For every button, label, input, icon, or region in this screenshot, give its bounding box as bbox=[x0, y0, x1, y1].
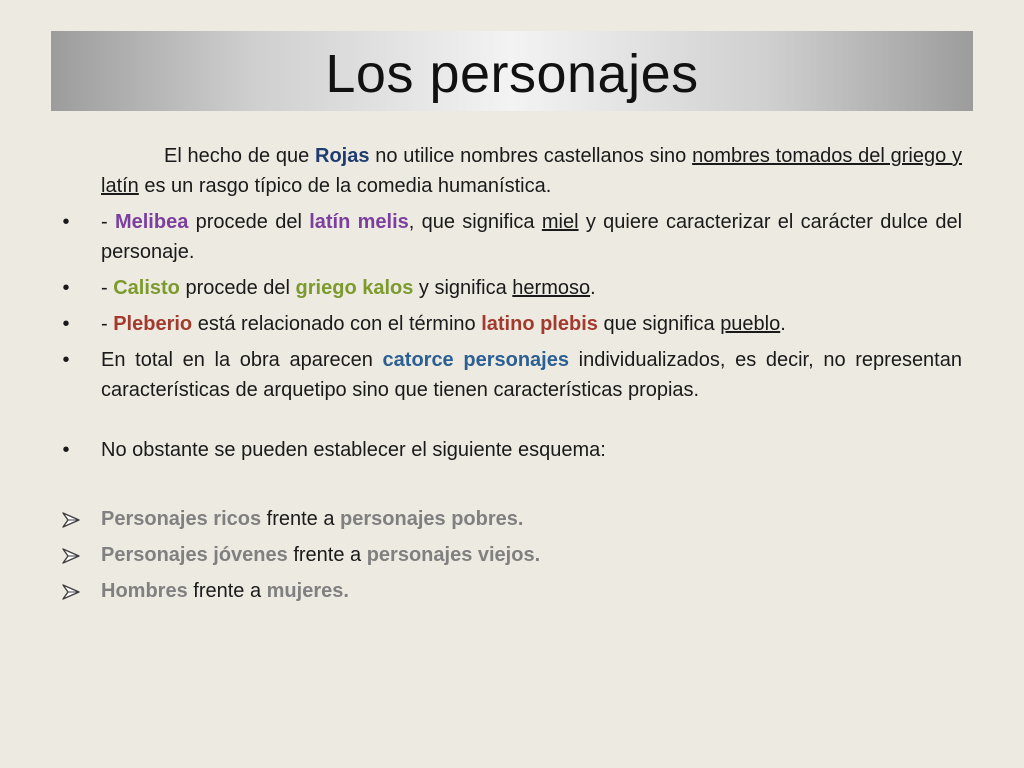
scheme-connector: frente a bbox=[287, 544, 367, 566]
scheme-connector: frente a bbox=[187, 580, 267, 602]
scheme-item bbox=[60, 576, 962, 606]
bullet-icon: • bbox=[62, 277, 70, 299]
bullet-icon: • bbox=[62, 439, 70, 461]
text: El hecho de que bbox=[164, 145, 315, 167]
list-item-melibea bbox=[60, 207, 962, 267]
scheme-term-a: Personajes jóvenes bbox=[101, 544, 288, 566]
text: y quiere caracterizar el carácter dulce del personaje. bbox=[101, 211, 963, 263]
arrow-bullet-icon bbox=[62, 512, 80, 528]
keyword-griego-kalos: griego kalos bbox=[295, 277, 414, 299]
keyword-melibea: Melibea bbox=[114, 211, 189, 233]
scheme-connector: frente a bbox=[261, 508, 341, 530]
keyword-calisto: Calisto bbox=[113, 277, 180, 299]
bullet-icon: • bbox=[62, 313, 70, 335]
text: - bbox=[101, 313, 114, 335]
slide-content bbox=[60, 141, 962, 612]
scheme-term-b: mujeres. bbox=[266, 580, 349, 602]
scheme-term-b: personajes pobres. bbox=[340, 508, 524, 530]
text: es un rasgo típico de la comedia humanística. bbox=[138, 175, 552, 197]
text: - bbox=[101, 277, 114, 299]
slide-title: Los personajes bbox=[325, 44, 699, 104]
text: procede del bbox=[179, 277, 296, 299]
scheme-item bbox=[60, 540, 962, 570]
text: que significa bbox=[597, 313, 721, 335]
scheme-term-a: Personajes ricos bbox=[101, 508, 262, 530]
list-item-calisto bbox=[60, 273, 962, 303]
bullet-icon: • bbox=[62, 211, 70, 233]
scheme-term-a: Hombres bbox=[101, 580, 188, 602]
text: individualizados, es decir, no representan características de arquetipo sino que tienen características propias. bbox=[101, 349, 962, 401]
text: No obstante se pueden establecer el siguiente esquema: bbox=[101, 439, 606, 461]
text: está relacionado con el término bbox=[192, 313, 482, 335]
underlined-phrase: nombres tomados del griego y latín bbox=[101, 145, 962, 197]
keyword-rojas: Rojas bbox=[315, 145, 370, 167]
text: - bbox=[101, 211, 115, 233]
scheme-item bbox=[60, 504, 962, 534]
text: y significa bbox=[413, 277, 513, 299]
keyword-pleberio: Pleberio bbox=[113, 313, 193, 335]
text: , que significa bbox=[408, 211, 542, 233]
keyword-catorce-personajes: catorce personajes bbox=[382, 349, 569, 371]
keyword-latin-melis: latín melis bbox=[309, 211, 409, 233]
scheme-term-b: personajes viejos. bbox=[366, 544, 541, 566]
arrow-bullet-icon bbox=[62, 548, 80, 564]
keyword-latino-plebis: latino plebis bbox=[481, 313, 598, 335]
title-bar bbox=[51, 31, 973, 111]
text: En total en la obra aparecen bbox=[101, 349, 383, 371]
underlined-word-miel: miel bbox=[541, 211, 579, 233]
underlined-word-hermoso: hermoso bbox=[512, 277, 591, 299]
text: no utilice nombres castellanos sino bbox=[369, 145, 693, 167]
intro-paragraph bbox=[101, 141, 962, 201]
text: . bbox=[590, 277, 596, 299]
list-item-esquema bbox=[60, 435, 962, 465]
list-item-total bbox=[60, 345, 962, 405]
list-item-pleberio bbox=[60, 309, 962, 339]
text: procede del bbox=[188, 211, 310, 233]
underlined-word-pueblo: pueblo bbox=[720, 313, 781, 335]
arrow-bullet-icon bbox=[62, 584, 80, 600]
bullet-icon: • bbox=[62, 349, 70, 371]
text: . bbox=[780, 313, 786, 335]
